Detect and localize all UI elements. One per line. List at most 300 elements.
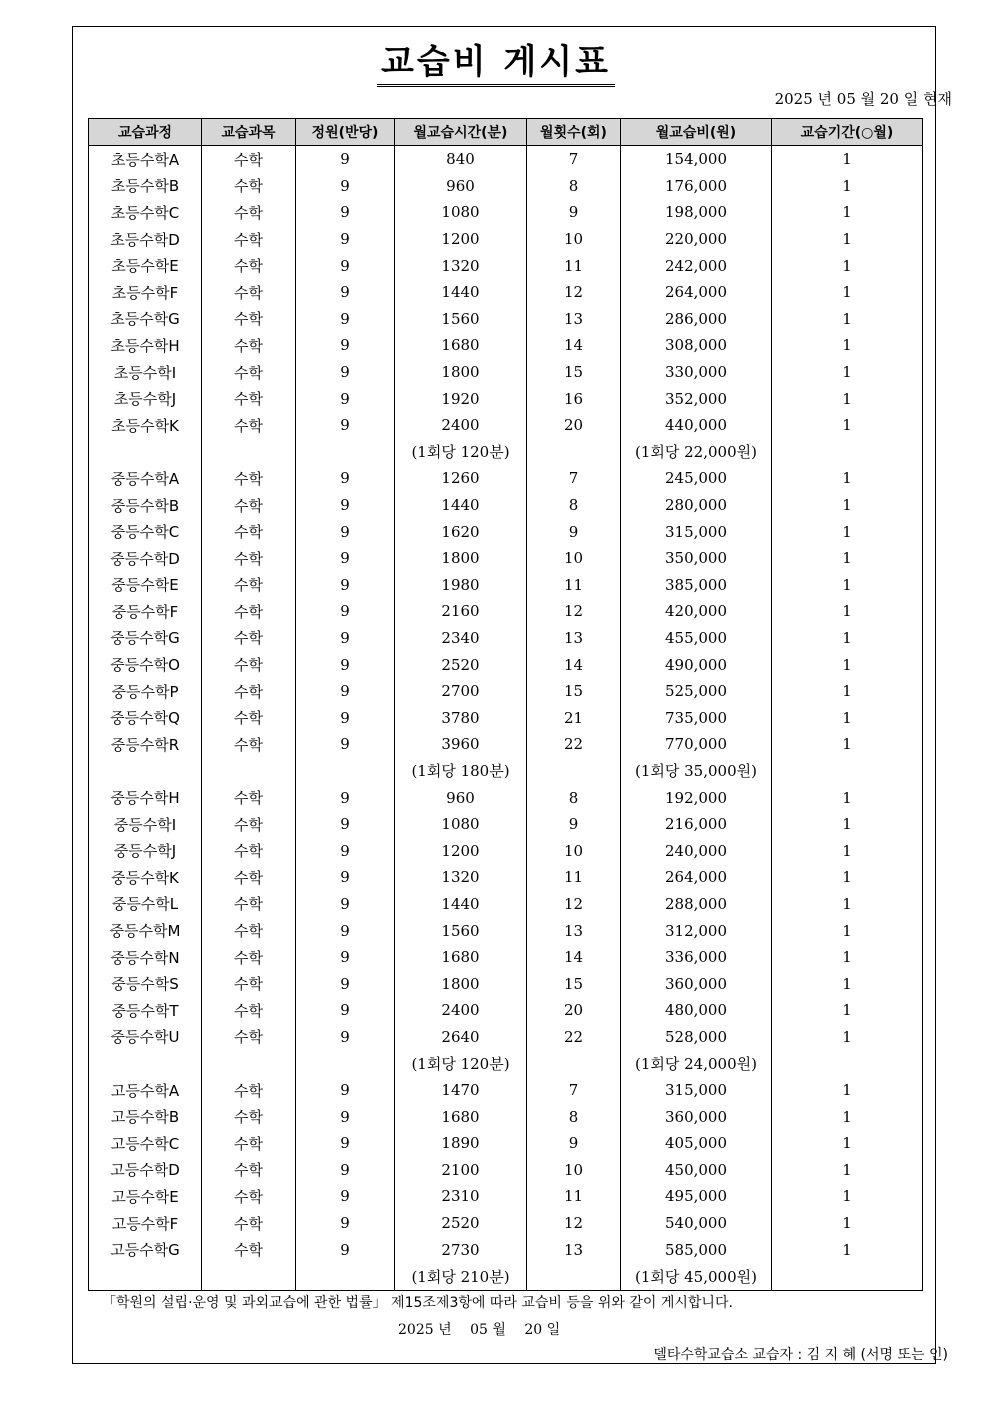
period-cell: 1 — [772, 1024, 923, 1051]
fee-cell: 440,000 — [621, 412, 772, 439]
subject-cell: 수학 — [202, 917, 296, 944]
subject-cell: 수학 — [202, 1024, 296, 1051]
capacity-cell — [296, 1263, 395, 1290]
column-header: 교습과목 — [202, 119, 296, 146]
capacity-cell: 9 — [296, 252, 395, 279]
minutes-cell: 2100 — [395, 1157, 527, 1184]
minutes-cell: 1560 — [395, 306, 527, 333]
minutes-cell: 2730 — [395, 1236, 527, 1263]
subject-cell: 수학 — [202, 545, 296, 572]
count-cell: 8 — [527, 173, 621, 200]
period-cell: 1 — [772, 173, 923, 200]
table-note-row — [89, 1050, 923, 1077]
fee-cell: 220,000 — [621, 226, 772, 253]
table-row — [89, 1236, 923, 1263]
subject-cell — [202, 439, 296, 466]
count-cell: 8 — [527, 492, 621, 519]
subject-cell — [202, 1050, 296, 1077]
minutes-cell: 2160 — [395, 598, 527, 625]
fee-cell: 405,000 — [621, 1130, 772, 1157]
fee-cell: 770,000 — [621, 731, 772, 758]
count-cell: 9 — [527, 518, 621, 545]
fee-cell: 315,000 — [621, 518, 772, 545]
course-cell: 중등수학F — [89, 598, 202, 625]
capacity-cell: 9 — [296, 678, 395, 705]
fee-cell: 450,000 — [621, 1157, 772, 1184]
table-row — [89, 1157, 923, 1184]
footer-date-month: 05 월 — [470, 1322, 506, 1338]
table-row — [89, 1210, 923, 1237]
subject-cell: 수학 — [202, 572, 296, 599]
subject-cell: 수학 — [202, 1157, 296, 1184]
subject-cell: 수학 — [202, 944, 296, 971]
capacity-cell: 9 — [296, 1157, 395, 1184]
table-row — [89, 1024, 923, 1051]
course-cell: 중등수학L — [89, 891, 202, 918]
course-cell: 고등수학E — [89, 1183, 202, 1210]
fee-cell: 385,000 — [621, 572, 772, 599]
table-row — [89, 598, 923, 625]
minutes-cell: 2700 — [395, 678, 527, 705]
title-text: 교습비 게시표 — [377, 42, 615, 87]
period-cell: 1 — [772, 704, 923, 731]
subject-cell — [202, 1263, 296, 1290]
capacity-cell: 9 — [296, 572, 395, 599]
minutes-cell: (1회당 180분) — [395, 758, 527, 785]
count-cell — [527, 758, 621, 785]
fee-cell: 216,000 — [621, 811, 772, 838]
table-row — [89, 891, 923, 918]
capacity-cell: 9 — [296, 385, 395, 412]
column-header: 교습과정 — [89, 119, 202, 146]
period-cell: 1 — [772, 1236, 923, 1263]
course-cell: 중등수학N — [89, 944, 202, 971]
fee-cell: 585,000 — [621, 1236, 772, 1263]
fee-cell: 280,000 — [621, 492, 772, 519]
count-cell: 12 — [527, 279, 621, 306]
table-row — [89, 970, 923, 997]
subject-cell: 수학 — [202, 731, 296, 758]
subject-cell: 수학 — [202, 306, 296, 333]
column-header: 교습기간(○월) — [772, 119, 923, 146]
fee-cell: 264,000 — [621, 279, 772, 306]
count-cell: 7 — [527, 1077, 621, 1104]
course-cell: 초등수학H — [89, 332, 202, 359]
course-cell: 초등수학F — [89, 279, 202, 306]
period-cell: 1 — [772, 545, 923, 572]
subject-cell: 수학 — [202, 598, 296, 625]
subject-cell: 수학 — [202, 332, 296, 359]
capacity-cell: 9 — [296, 917, 395, 944]
capacity-cell: 9 — [296, 359, 395, 386]
course-cell: 초등수학K — [89, 412, 202, 439]
minutes-cell: 2520 — [395, 1210, 527, 1237]
capacity-cell: 9 — [296, 1077, 395, 1104]
capacity-cell: 9 — [296, 199, 395, 226]
period-cell: 1 — [772, 864, 923, 891]
subject-cell: 수학 — [202, 518, 296, 545]
table-row — [89, 944, 923, 971]
subject-cell: 수학 — [202, 651, 296, 678]
minutes-cell: 2400 — [395, 997, 527, 1024]
table-row — [89, 412, 923, 439]
subject-cell: 수학 — [202, 1183, 296, 1210]
course-cell: 초등수학E — [89, 252, 202, 279]
count-cell: 13 — [527, 1236, 621, 1263]
table-row — [89, 837, 923, 864]
fee-cell: 315,000 — [621, 1077, 772, 1104]
count-cell: 11 — [527, 864, 621, 891]
minutes-cell: 1320 — [395, 864, 527, 891]
footer-date — [398, 1319, 574, 1339]
subject-cell: 수학 — [202, 199, 296, 226]
capacity-cell: 9 — [296, 625, 395, 652]
minutes-cell: 1440 — [395, 279, 527, 306]
course-cell: 초등수학I — [89, 359, 202, 386]
period-cell: 1 — [772, 944, 923, 971]
fee-cell: 455,000 — [621, 625, 772, 652]
course-cell — [89, 1050, 202, 1077]
subject-cell: 수학 — [202, 465, 296, 492]
subject-cell: 수학 — [202, 492, 296, 519]
count-cell: 7 — [527, 146, 621, 173]
course-cell: 고등수학C — [89, 1130, 202, 1157]
period-cell — [772, 1263, 923, 1290]
period-cell: 1 — [772, 891, 923, 918]
count-cell: 15 — [527, 678, 621, 705]
minutes-cell: 1080 — [395, 811, 527, 838]
count-cell: 15 — [527, 359, 621, 386]
capacity-cell: 9 — [296, 226, 395, 253]
course-cell: 중등수학T — [89, 997, 202, 1024]
table-row — [89, 545, 923, 572]
count-cell: 10 — [527, 545, 621, 572]
minutes-cell: 1200 — [395, 837, 527, 864]
fee-cell: 360,000 — [621, 970, 772, 997]
course-cell: 중등수학E — [89, 572, 202, 599]
minutes-cell: 2520 — [395, 651, 527, 678]
subject-cell: 수학 — [202, 678, 296, 705]
period-cell: 1 — [772, 1077, 923, 1104]
capacity-cell: 9 — [296, 1024, 395, 1051]
count-cell: 22 — [527, 731, 621, 758]
capacity-cell: 9 — [296, 465, 395, 492]
capacity-cell: 9 — [296, 811, 395, 838]
fee-cell: 525,000 — [621, 678, 772, 705]
table-row — [89, 173, 923, 200]
course-cell: 중등수학C — [89, 518, 202, 545]
capacity-cell: 9 — [296, 1103, 395, 1130]
minutes-cell: 840 — [395, 146, 527, 173]
course-cell: 고등수학A — [89, 1077, 202, 1104]
period-cell: 1 — [772, 518, 923, 545]
fee-cell: 540,000 — [621, 1210, 772, 1237]
fee-cell: 336,000 — [621, 944, 772, 971]
capacity-cell: 9 — [296, 970, 395, 997]
period-cell: 1 — [772, 332, 923, 359]
course-cell: 초등수학B — [89, 173, 202, 200]
capacity-cell: 9 — [296, 412, 395, 439]
fee-cell: 495,000 — [621, 1183, 772, 1210]
fee-cell: 330,000 — [621, 359, 772, 386]
subject-cell: 수학 — [202, 226, 296, 253]
course-cell: 중등수학H — [89, 784, 202, 811]
capacity-cell: 9 — [296, 837, 395, 864]
page-title — [0, 34, 992, 83]
course-cell: 중등수학J — [89, 837, 202, 864]
capacity-cell: 9 — [296, 1130, 395, 1157]
count-cell: 12 — [527, 598, 621, 625]
fee-cell: 192,000 — [621, 784, 772, 811]
table-row — [89, 279, 923, 306]
minutes-cell: (1회당 210분) — [395, 1263, 527, 1290]
table-row — [89, 385, 923, 412]
period-cell: 1 — [772, 598, 923, 625]
table-header-row — [89, 119, 923, 146]
minutes-cell: 1980 — [395, 572, 527, 599]
course-cell: 초등수학C — [89, 199, 202, 226]
fee-cell: 350,000 — [621, 545, 772, 572]
fee-cell: 420,000 — [621, 598, 772, 625]
table-note-row — [89, 439, 923, 466]
subject-cell: 수학 — [202, 891, 296, 918]
minutes-cell: 1800 — [395, 545, 527, 572]
subject-cell: 수학 — [202, 146, 296, 173]
count-cell: 14 — [527, 944, 621, 971]
minutes-cell: (1회당 120분) — [395, 1050, 527, 1077]
minutes-cell: (1회당 120분) — [395, 439, 527, 466]
capacity-cell: 9 — [296, 492, 395, 519]
table-row — [89, 306, 923, 333]
capacity-cell: 9 — [296, 306, 395, 333]
minutes-cell: 1440 — [395, 891, 527, 918]
period-cell: 1 — [772, 199, 923, 226]
minutes-cell: 1200 — [395, 226, 527, 253]
minutes-cell: 1620 — [395, 518, 527, 545]
table-note-row — [89, 1263, 923, 1290]
subject-cell: 수학 — [202, 173, 296, 200]
column-header: 월횟수(회) — [527, 119, 621, 146]
footer-date-year: 2025 년 — [398, 1322, 452, 1338]
table-row — [89, 518, 923, 545]
count-cell: 13 — [527, 917, 621, 944]
course-cell: 중등수학D — [89, 545, 202, 572]
table-row — [89, 917, 923, 944]
minutes-cell: 960 — [395, 784, 527, 811]
course-cell: 중등수학S — [89, 970, 202, 997]
fee-cell: 352,000 — [621, 385, 772, 412]
fee-cell: (1회당 45,000원) — [621, 1263, 772, 1290]
count-cell: 15 — [527, 970, 621, 997]
course-cell: 중등수학A — [89, 465, 202, 492]
count-cell: 20 — [527, 997, 621, 1024]
subject-cell: 수학 — [202, 625, 296, 652]
table-row — [89, 997, 923, 1024]
fee-cell: 288,000 — [621, 891, 772, 918]
capacity-cell: 9 — [296, 891, 395, 918]
period-cell: 1 — [772, 359, 923, 386]
capacity-cell — [296, 758, 395, 785]
count-cell: 9 — [527, 1130, 621, 1157]
count-cell: 11 — [527, 252, 621, 279]
minutes-cell: 1320 — [395, 252, 527, 279]
minutes-cell: 3960 — [395, 731, 527, 758]
fee-cell: 176,000 — [621, 173, 772, 200]
subject-cell: 수학 — [202, 359, 296, 386]
period-cell: 1 — [772, 146, 923, 173]
course-cell: 중등수학B — [89, 492, 202, 519]
column-header: 월교습시간(분) — [395, 119, 527, 146]
capacity-cell — [296, 439, 395, 466]
capacity-cell: 9 — [296, 944, 395, 971]
count-cell: 13 — [527, 306, 621, 333]
capacity-cell: 9 — [296, 598, 395, 625]
count-cell: 20 — [527, 412, 621, 439]
course-cell: 중등수학U — [89, 1024, 202, 1051]
subject-cell: 수학 — [202, 704, 296, 731]
capacity-cell: 9 — [296, 1183, 395, 1210]
period-cell: 1 — [772, 784, 923, 811]
course-cell: 초등수학D — [89, 226, 202, 253]
capacity-cell: 9 — [296, 784, 395, 811]
table-row — [89, 572, 923, 599]
minutes-cell: 2640 — [395, 1024, 527, 1051]
fee-cell: 360,000 — [621, 1103, 772, 1130]
period-cell — [772, 439, 923, 466]
fee-cell: (1회당 35,000원) — [621, 758, 772, 785]
course-cell — [89, 1263, 202, 1290]
fee-cell: 735,000 — [621, 704, 772, 731]
count-cell: 9 — [527, 199, 621, 226]
minutes-cell: 1920 — [395, 385, 527, 412]
fee-cell: 528,000 — [621, 1024, 772, 1051]
legal-notice: 「학원의 설립·운영 및 과외교습에 관한 법률」 제15조제3항에 따라 교습비 등을 위와 같이 게시합니다. — [102, 1295, 733, 1311]
table-row — [89, 332, 923, 359]
count-cell — [527, 1050, 621, 1077]
course-cell: 중등수학K — [89, 864, 202, 891]
minutes-cell: 1680 — [395, 1103, 527, 1130]
subject-cell: 수학 — [202, 811, 296, 838]
minutes-cell: 1080 — [395, 199, 527, 226]
fee-cell: (1회당 24,000원) — [621, 1050, 772, 1077]
course-cell: 고등수학G — [89, 1236, 202, 1263]
capacity-cell: 9 — [296, 518, 395, 545]
course-cell: 고등수학F — [89, 1210, 202, 1237]
period-cell: 1 — [772, 1103, 923, 1130]
count-cell — [527, 1263, 621, 1290]
table-row — [89, 252, 923, 279]
subject-cell: 수학 — [202, 1103, 296, 1130]
capacity-cell: 9 — [296, 731, 395, 758]
count-cell: 10 — [527, 1157, 621, 1184]
capacity-cell: 9 — [296, 997, 395, 1024]
fee-cell: 240,000 — [621, 837, 772, 864]
course-cell: 중등수학Q — [89, 704, 202, 731]
capacity-cell: 9 — [296, 1236, 395, 1263]
course-cell: 중등수학M — [89, 917, 202, 944]
period-cell: 1 — [772, 492, 923, 519]
course-cell — [89, 758, 202, 785]
course-cell: 중등수학P — [89, 678, 202, 705]
count-cell: 13 — [527, 625, 621, 652]
table-row — [89, 651, 923, 678]
period-cell: 1 — [772, 465, 923, 492]
course-cell: 초등수학G — [89, 306, 202, 333]
subject-cell: 수학 — [202, 970, 296, 997]
fee-cell: 490,000 — [621, 651, 772, 678]
minutes-cell: 3780 — [395, 704, 527, 731]
fee-cell: 245,000 — [621, 465, 772, 492]
period-cell: 1 — [772, 678, 923, 705]
count-cell: 14 — [527, 651, 621, 678]
period-cell: 1 — [772, 651, 923, 678]
table-row — [89, 465, 923, 492]
minutes-cell: 1680 — [395, 944, 527, 971]
subject-cell: 수학 — [202, 1236, 296, 1263]
count-cell: 12 — [527, 891, 621, 918]
table-row — [89, 1077, 923, 1104]
table-row — [89, 199, 923, 226]
period-cell — [772, 758, 923, 785]
count-cell: 7 — [527, 465, 621, 492]
table-row — [89, 678, 923, 705]
period-cell: 1 — [772, 1130, 923, 1157]
period-cell: 1 — [772, 625, 923, 652]
table-row — [89, 359, 923, 386]
fee-cell: 154,000 — [621, 146, 772, 173]
count-cell: 9 — [527, 811, 621, 838]
table-row — [89, 1103, 923, 1130]
period-cell: 1 — [772, 811, 923, 838]
table-row — [89, 492, 923, 519]
subject-cell: 수학 — [202, 252, 296, 279]
minutes-cell: 1680 — [395, 332, 527, 359]
table-body — [89, 146, 923, 1291]
minutes-cell: 1560 — [395, 917, 527, 944]
minutes-cell: 2340 — [395, 625, 527, 652]
period-cell: 1 — [772, 917, 923, 944]
signer-line: 델타수학교습소 교습자 : 김 지 혜 (서명 또는 인) — [653, 1347, 948, 1363]
fee-cell: 198,000 — [621, 199, 772, 226]
subject-cell: 수학 — [202, 412, 296, 439]
period-cell — [772, 1050, 923, 1077]
fee-cell: 242,000 — [621, 252, 772, 279]
minutes-cell: 1470 — [395, 1077, 527, 1104]
period-cell: 1 — [772, 997, 923, 1024]
period-cell: 1 — [772, 385, 923, 412]
count-cell: 10 — [527, 837, 621, 864]
count-cell: 8 — [527, 1103, 621, 1130]
count-cell — [527, 439, 621, 466]
course-cell: 고등수학D — [89, 1157, 202, 1184]
course-cell: 중등수학I — [89, 811, 202, 838]
table-row — [89, 811, 923, 838]
subject-cell: 수학 — [202, 279, 296, 306]
table-row — [89, 1183, 923, 1210]
minutes-cell: 1890 — [395, 1130, 527, 1157]
minutes-cell: 960 — [395, 173, 527, 200]
count-cell: 12 — [527, 1210, 621, 1237]
capacity-cell: 9 — [296, 545, 395, 572]
minutes-cell: 1800 — [395, 359, 527, 386]
course-cell: 고등수학B — [89, 1103, 202, 1130]
minutes-cell: 1260 — [395, 465, 527, 492]
period-cell: 1 — [772, 252, 923, 279]
capacity-cell: 9 — [296, 864, 395, 891]
table-row — [89, 146, 923, 173]
period-cell: 1 — [772, 1157, 923, 1184]
period-cell: 1 — [772, 572, 923, 599]
